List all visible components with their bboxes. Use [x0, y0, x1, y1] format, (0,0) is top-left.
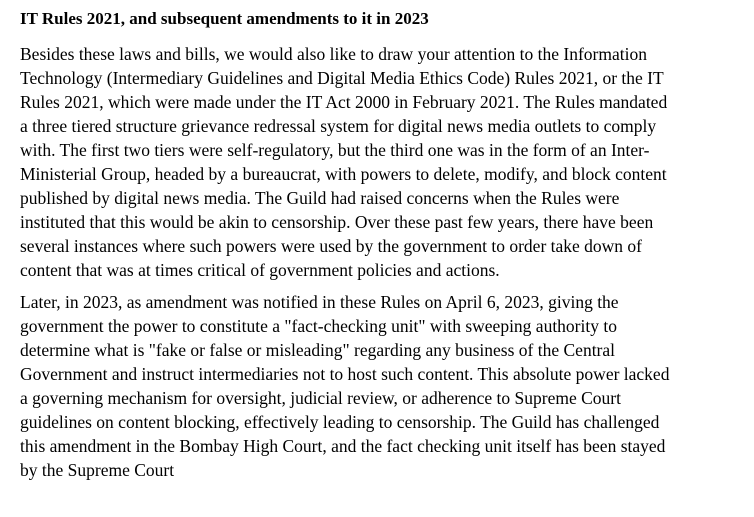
text-line: a three tiered structure grievance redressal system for digital news media outlets to comply	[20, 116, 657, 136]
text-line: instituted that this would be akin to censorship. Over these past few years, there have been	[20, 212, 654, 232]
text-line: guidelines on content blocking, effectively leading to censorship. The Guild has challenged	[20, 412, 660, 432]
text-line: Besides these laws and bills, we would also like to draw your attention to the Information	[20, 44, 647, 64]
text-line: Technology (Intermediary Guidelines and Digital Media Ethics Code) Rules 2021, or the IT	[20, 68, 664, 88]
text-line: Government and instruct intermediaries not to host such content. This absolute power lacked	[20, 364, 670, 384]
text-line: determine what is "fake or false or misleading" regarding any business of the Central	[20, 340, 616, 360]
text-line: by the Supreme Court	[20, 460, 175, 480]
text-line: Ministerial Group, headed by a bureaucrat, with powers to delete, modify, and block content	[20, 164, 667, 184]
paragraph-2023-amendment	[20, 290, 740, 482]
paragraph-it-rules-2021	[20, 42, 740, 282]
text-line: content that was at times critical of government policies and actions.	[20, 260, 500, 280]
text-line: published by digital news media. The Guild had raised concerns when the Rules were	[20, 188, 620, 208]
document	[20, 9, 740, 482]
text-line: government the power to constitute a "fact-checking unit" with sweeping authority to	[20, 316, 617, 336]
section-heading: IT Rules 2021, and subsequent amendments to it in 2023	[20, 9, 429, 28]
text-line: Rules 2021, which were made under the IT Act 2000 in February 2021. The Rules mandated	[20, 92, 668, 112]
text-line: this amendment in the Bombay High Court, and the fact checking unit itself has been stayed	[20, 436, 666, 456]
text-line: Later, in 2023, as amendment was notified in these Rules on April 6, 2023, giving the	[20, 292, 619, 312]
text-line: with. The first two tiers were self-regulatory, but the third one was in the form of an Inter-	[20, 140, 650, 160]
text-line: several instances where such powers were used by the government to order take down of	[20, 236, 643, 256]
text-line: a governing mechanism for oversight, judicial review, or adherence to Supreme Court	[20, 388, 621, 408]
